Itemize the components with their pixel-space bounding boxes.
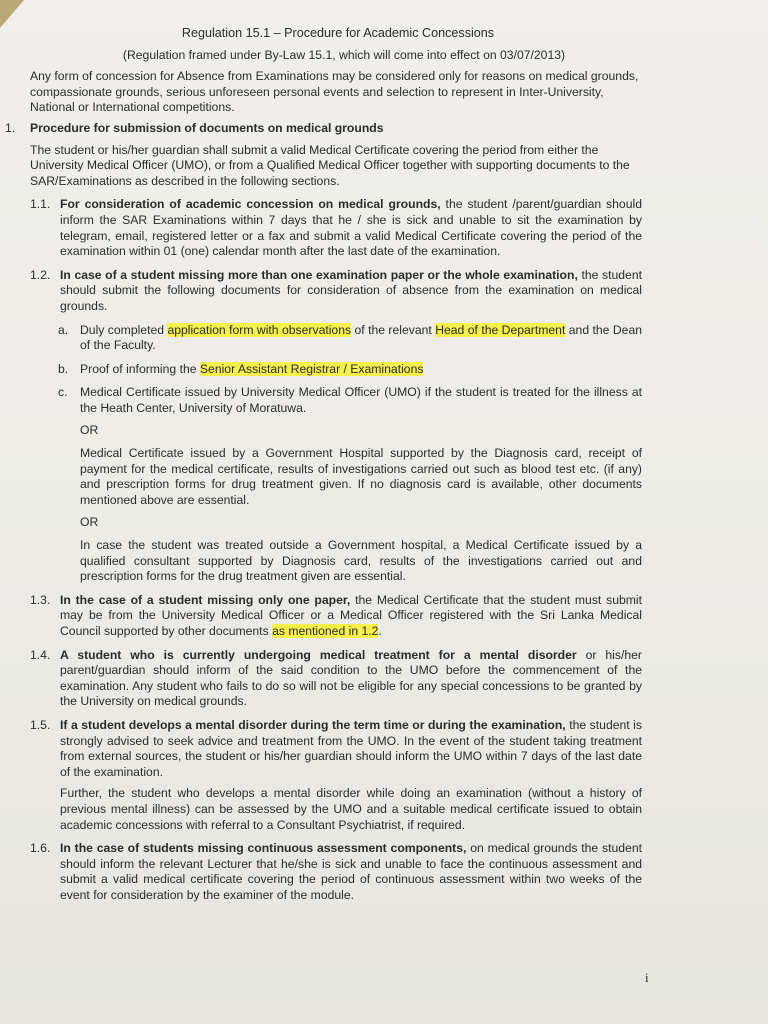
document-list <box>30 323 642 585</box>
clause-text: the Medical Certificate that the student must submit may be from the University Medical Officer or a Medical Officer registered with the Sri Lanka Medical Council supported by other documents <box>60 592 642 638</box>
clause-lead: For consideration of academic concession on medical grounds, <box>60 197 441 212</box>
clause-number: 1.2. <box>30 267 51 282</box>
section-body: The student or his/her guardian shall submit a valid Medical Certificate covering the period from either the University Medical Officer (UMO), or from a Qualified Medical Officer together with supporting documents to the SAR/Examinations as described in the following sections. <box>30 142 630 188</box>
highlighted-text: application form with observations <box>167 322 352 337</box>
item-text: and the Dean of the Faculty. <box>80 322 642 353</box>
clause-1-4 <box>30 648 642 710</box>
or-separator: OR <box>80 515 99 530</box>
or-separator: OR <box>80 423 99 438</box>
clause-1-3 <box>30 593 642 640</box>
clause-1-2 <box>30 268 642 315</box>
clause-text: on medical grounds the student should inform the relevant Lecturer that he/she is sick and unable to face the continuous assessment and submit a valid medical certificate covering the period of continuous assessment within two weeks of the event for consideration by the examiner of the module. <box>60 841 643 902</box>
section-1 <box>5 120 643 904</box>
document-body <box>5 26 643 904</box>
page-title: Regulation 15.1 – Procedure for Academic Concessions <box>181 26 495 40</box>
clause-1-6 <box>30 841 642 903</box>
clause-number: 1.5. <box>30 717 51 732</box>
clause-text: . <box>378 624 382 638</box>
item-text: Proof of informing the <box>80 361 200 376</box>
clause-text: the student /parent/guardian should inform the SAR Examinations within 7 days that he / she is sick and unable to sit the examination by telegram, email, registered letter or a fax and submit a valid Medical Certificate covering the period of the examination within 01 (one) calendar month after the last date of the examination. <box>60 197 642 259</box>
clause-lead: In the case of students missing continuous assessment components, <box>60 841 467 856</box>
section-number: 1. <box>5 120 16 135</box>
clause-lead: A student who is currently undergoing medical treatment for a mental disorder <box>60 647 577 662</box>
item-text: Medical Certificate issued by University Medical Officer (UMO) if the student is treated for the illness at the Heath Center, University of Moratuwa. <box>80 385 642 415</box>
folded-corner <box>0 0 24 28</box>
clause-number: 1.4. <box>30 647 51 662</box>
section-heading: Procedure for submission of documents on medical grounds <box>30 120 384 135</box>
item-text: Duly completed <box>80 322 168 337</box>
intro-paragraph: Any form of concession for Absence from Examinations may be considered only for reasons on medical grounds, compassionate grounds, serious unforeseen personal events and selection to represent in Inter-University, National or International competitions. <box>30 69 639 115</box>
item-text: of the relevant <box>351 322 436 337</box>
clause-text: or his/her parent/guardian should inform of the said condition to the UMO before the commencement of the examination. Any student who fails to do so will not be eligible for any special concessions to be granted by the University on medical grounds. <box>60 647 642 709</box>
clause-further: Further, the student who develops a mental disorder while doing an examination (without a history of previous mental illness) can be assessed by the UMO and a suitable medical certificate issued to obtain academic concessions with referral to a Consultant Psychiatrist, if required. <box>60 786 642 832</box>
highlighted-text: as mentioned in 1.2 <box>272 624 379 638</box>
clause-lead: If a student develops a mental disorder during the term time or during the examination, <box>60 717 566 732</box>
list-item-c <box>30 385 642 416</box>
clause-number: 1.1. <box>30 197 51 212</box>
item-paragraph: Medical Certificate issued by a Government Hospital supported by the Diagnosis card, receipt of payment for the medical certificate, results of investigations carried out such as blood test etc. (if any) and prescription forms for drug treatment given. If no diagnosis card is available, other documents mentioned above are essential. <box>80 446 642 507</box>
clause-text: the student is strongly advised to seek advice and treatment from the UMO. In the event of the student taking treatment from external sources, the student or his/her guardian should inform the UMO within 7 days of the last date of the examination. <box>60 717 642 779</box>
item-label: b. <box>58 361 69 376</box>
list-item-b <box>30 362 642 378</box>
item-label: a. <box>58 322 69 337</box>
clause-text: the student should submit the following documents for consideration of absence from the examination on medical grounds. <box>60 267 642 313</box>
highlighted-text: Senior Assistant Registrar / Examinations <box>199 361 424 376</box>
clause-1-5 <box>30 718 642 833</box>
clause-number: 1.6. <box>30 841 51 856</box>
clause-lead: In case of a student missing more than one examination paper or the whole examination, <box>60 267 578 282</box>
list-item-a <box>30 323 642 354</box>
page-subtitle: (Regulation framed under By-Law 15.1, which will come into effect on 03/07/2013) <box>122 47 566 62</box>
page-number: i <box>645 970 649 985</box>
clause-1-1 <box>30 197 642 259</box>
highlighted-text: Head of the Department <box>435 322 566 337</box>
clause-lead: In the case of a student missing only one paper, <box>60 592 351 607</box>
clause-number: 1.3. <box>30 592 51 607</box>
item-paragraph: In case the student was treated outside a Government hospital, a Medical Certificate issued by a qualified consultant supported by Diagnosis card, results of the investigations carried out and prescription forms for the drug treatment given are essential. <box>80 538 642 584</box>
item-label: c. <box>58 385 68 400</box>
